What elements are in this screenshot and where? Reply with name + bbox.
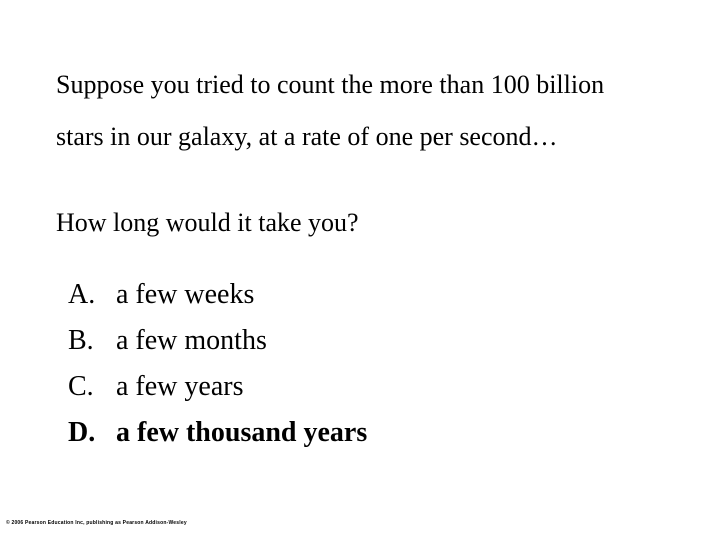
option-b: [68, 325, 367, 371]
option-text: a few months: [116, 325, 267, 356]
question-line-2: stars in our galaxy, at a rate of one per second…: [56, 122, 558, 151]
option-text: a few thousand years: [116, 417, 368, 448]
option-d-correct: [68, 417, 367, 463]
option-text: a few weeks: [116, 279, 255, 310]
option-letter: D.: [68, 417, 96, 448]
question-line-1: Suppose you tried to count the more than 100 billion: [56, 70, 605, 99]
answer-options-list: [68, 279, 367, 463]
option-a: [68, 279, 367, 325]
option-letter: C.: [68, 371, 94, 402]
option-letter: A.: [68, 279, 96, 310]
question-prompt: How long would it take you?: [56, 208, 359, 237]
option-text: a few years: [116, 371, 244, 402]
option-letter: B.: [68, 325, 94, 356]
option-c: [68, 371, 367, 417]
copyright-notice: © 2006 Pearson Education Inc, publishing as Pearson Addison-Wesley: [6, 520, 187, 526]
